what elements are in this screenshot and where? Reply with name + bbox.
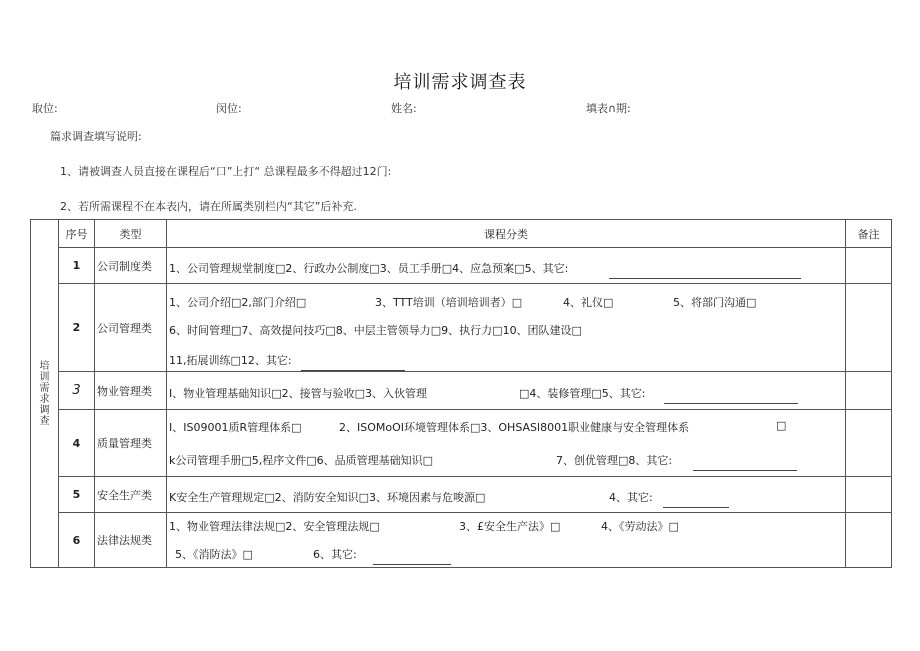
course-option[interactable]: K安全生产管理规定□2、消防安全知识□3、环境因素与危唆源□ [169,490,486,504]
table-row [31,284,892,372]
side-label: 培训需求调查 [39,360,50,427]
row-seq: 3 [59,372,95,410]
row-courses [167,284,846,372]
course-option[interactable]: □4、装修管理□5、其它: [519,386,646,400]
remark-cell[interactable] [846,372,892,410]
row-type: 物业管理类 [95,372,167,410]
date-field-label: 填表∩期: [586,102,631,115]
course-option[interactable]: 3、TTT培训（培训培训者）□ [375,295,523,309]
instruction-item-2: 2、若所需课程不在本表内，请在所属类别栏内“其它”后补充. [60,200,357,213]
remark-cell[interactable] [846,513,892,568]
row-courses [167,410,846,477]
course-option[interactable]: 4、其它: [609,490,653,504]
course-option[interactable]: 5、将部门沟通□ [673,295,757,309]
course-option-line[interactable]: 6、时间管理□7、高效提问技巧□8、中层主管领导力□9、执行力□10、团队建设□ [169,323,582,337]
course-option[interactable]: 1、公司介绍□2,部门介绍□ [169,295,307,309]
row-seq: 4 [59,410,95,477]
course-option[interactable]: I、物业管理基础知识□2、接管与验收□3、入伙管理 [169,386,428,400]
course-option[interactable]: 1、物业管理法律法规□2、安全管理法规□ [169,520,380,533]
row-courses [167,372,846,410]
row-type: 公司管理类 [95,284,167,372]
post-field-label: 闵位: [216,102,242,115]
row-seq: 6 [59,513,95,568]
document-title: 培训需求调查表 [393,72,527,93]
course-option[interactable]: 5、《消防法》□ [175,548,253,561]
row-type: 质量管理类 [95,410,167,477]
other-blank-field[interactable] [663,497,729,508]
table-header-row [31,220,892,248]
table-row [31,477,892,513]
course-option[interactable]: 6、其它: [313,548,357,561]
course-option[interactable]: 2、ISOMoOI环境管理体系□3、OHSASl8001职业健康与安全管理体系 [339,421,690,434]
other-blank-field[interactable] [373,554,451,565]
header-seq: 序号 [59,220,95,248]
survey-table [30,219,892,568]
instructions-heading: 篇求调查填写说明: [50,130,142,143]
other-blank-field[interactable] [609,268,801,279]
course-option[interactable]: 3、£安全生产法》□ [459,520,561,533]
course-option[interactable]: □ [776,419,787,432]
table-row [31,513,892,568]
name-field-label: 姓名: [391,102,417,115]
row-type: 安全生产类 [95,477,167,513]
header-courses: 课程分类 [167,220,846,248]
course-option[interactable]: I、IS09001质R管理体系□ [169,421,302,434]
course-option[interactable]: k公司管理手册□5,程序文件□6、品质管理基础知识□ [169,454,434,467]
row-courses [167,477,846,513]
header-remark: 备注 [846,220,892,248]
row-type: 法律法规类 [95,513,167,568]
row-seq: 2 [59,284,95,372]
course-option-line[interactable]: 11,拓展训练□12、其它: [169,353,292,367]
row-courses [167,248,846,284]
instruction-item-1: 1、请被调查人员直接在课程后“口”上打“ 总课程最多不得超过12门: [60,165,392,178]
other-blank-field[interactable] [301,360,405,371]
table-row [31,410,892,477]
course-option[interactable]: 7、创优管理□8、其它: [556,454,673,467]
course-option-line[interactable]: 1、公司管理规堂制度□2、行政办公制度□3、员工手册□4、应急预案□5、其它: [169,261,569,275]
row-courses [167,513,846,568]
row-seq: 1 [59,248,95,284]
remark-cell[interactable] [846,477,892,513]
table-row [31,372,892,410]
header-type: 类型 [95,220,167,248]
row-seq: 5 [59,477,95,513]
table-row [31,248,892,284]
remark-cell[interactable] [846,284,892,372]
row-type: 公司制度类 [95,248,167,284]
course-option[interactable]: 4、礼仪□ [563,295,614,309]
remark-cell[interactable] [846,248,892,284]
course-option[interactable]: 4、《劳动法》□ [601,520,679,533]
other-blank-field[interactable] [693,460,797,471]
remark-cell[interactable] [846,410,892,477]
side-label-cell [31,220,59,568]
position-field-label: 取位: [32,102,58,115]
other-blank-field[interactable] [664,393,798,404]
